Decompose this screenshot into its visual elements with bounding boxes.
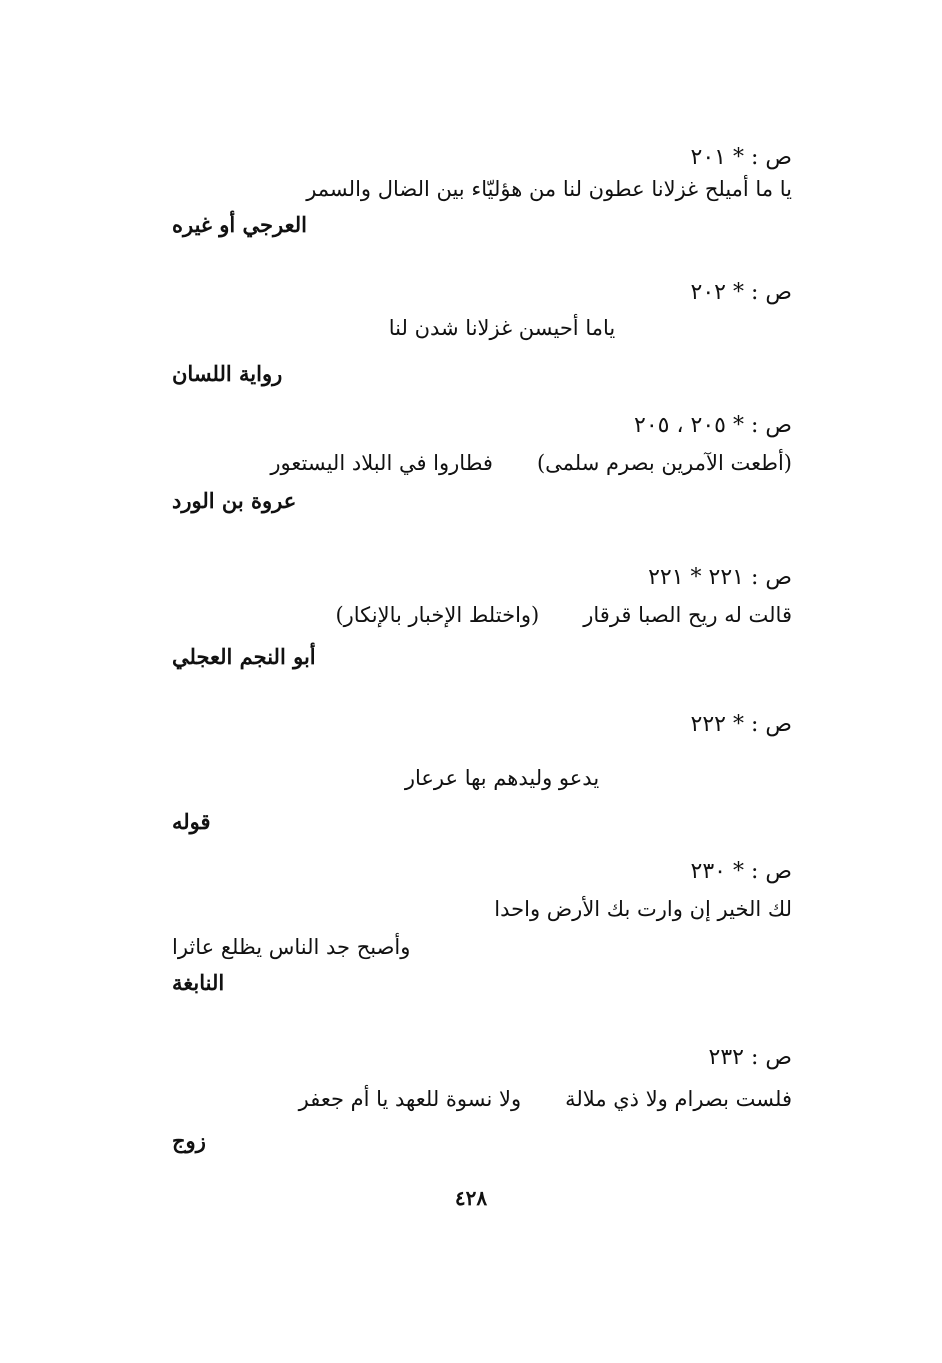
- verse-hemistich-first: فلست بصرام ولا ذي ملالة: [565, 1087, 792, 1111]
- poet-attribution: عروة بن الورد: [172, 488, 297, 513]
- verse-line: [152, 762, 792, 794]
- poet-attribution: أبو النجم العجلي: [172, 644, 316, 669]
- page-reference: ص : ٢٢١ * ٢٢١: [648, 565, 792, 590]
- entry-221: [152, 563, 792, 673]
- verse-text: ياما أحيسن غزلانا شدن لنا: [388, 316, 616, 340]
- entry-205: [152, 411, 792, 517]
- page-reference: ص : * ٢٢٢: [690, 712, 792, 737]
- attribution-wrap: [152, 802, 792, 838]
- verse-hemistich-first: قالت له ريح الصبا قرقار: [583, 603, 792, 627]
- poet-attribution: قوله: [172, 809, 211, 834]
- verse-hemistich-second: (واختلط الإخبار بالإنكار): [335, 603, 540, 627]
- verse-text: وأصبح جد الناس يظلع عاثرا: [172, 935, 411, 959]
- attribution-wrap: [152, 354, 792, 390]
- verse-line: [152, 893, 792, 925]
- attribution-wrap: [152, 637, 792, 673]
- verse-text: يا ما أميلح غزلانا عطون لنا من هؤليّاء بين الضال والسمر: [306, 177, 792, 201]
- entry-230: [152, 857, 792, 999]
- page-reference: ص : * ٢٣٠: [690, 859, 792, 884]
- entry-202: [152, 278, 792, 390]
- verse-hemistich-first: (أطعت الآمرين بصرم سلمى): [536, 451, 792, 475]
- poet-attribution: زوج: [172, 1128, 206, 1153]
- poet-attribution: رواية اللسان: [172, 361, 283, 386]
- verse-hemistich-second: ولا نسوة للعهد يا أم جعفر: [298, 1087, 522, 1111]
- verse-line: [152, 447, 792, 479]
- verse-text: يدعو وليدهم بها عرعار: [404, 766, 600, 790]
- page-reference: ص : * ٢٠٥ ، ٢٠٥: [634, 413, 792, 438]
- attribution-wrap: [152, 1121, 792, 1157]
- verse-line: [152, 931, 792, 963]
- entry-201: [152, 143, 792, 241]
- verse-line: [152, 173, 792, 205]
- page-reference: ص : * ٢٠٢: [690, 280, 792, 305]
- poet-attribution: العرجي أو غيره: [172, 212, 307, 237]
- attribution-wrap: [152, 205, 792, 241]
- page-reference: ص : * ٢٠١: [690, 145, 792, 170]
- entry-222: [152, 710, 792, 838]
- verse-line: [152, 1083, 792, 1115]
- attribution-wrap: [152, 481, 792, 517]
- page-number: ٤٢٨: [454, 1186, 488, 1210]
- verse-line: [152, 599, 792, 631]
- poet-attribution: النابغة: [172, 970, 225, 995]
- verse-line: [152, 312, 792, 344]
- verse-text: لك الخير إن وارت بك الأرض واحدا: [494, 897, 792, 921]
- attribution-wrap: [152, 963, 792, 999]
- verse-hemistich-second: فطاروا في البلاد اليستعور: [270, 451, 493, 475]
- page-reference: ص : ٢٣٢: [708, 1045, 792, 1070]
- entry-232: [152, 1043, 792, 1157]
